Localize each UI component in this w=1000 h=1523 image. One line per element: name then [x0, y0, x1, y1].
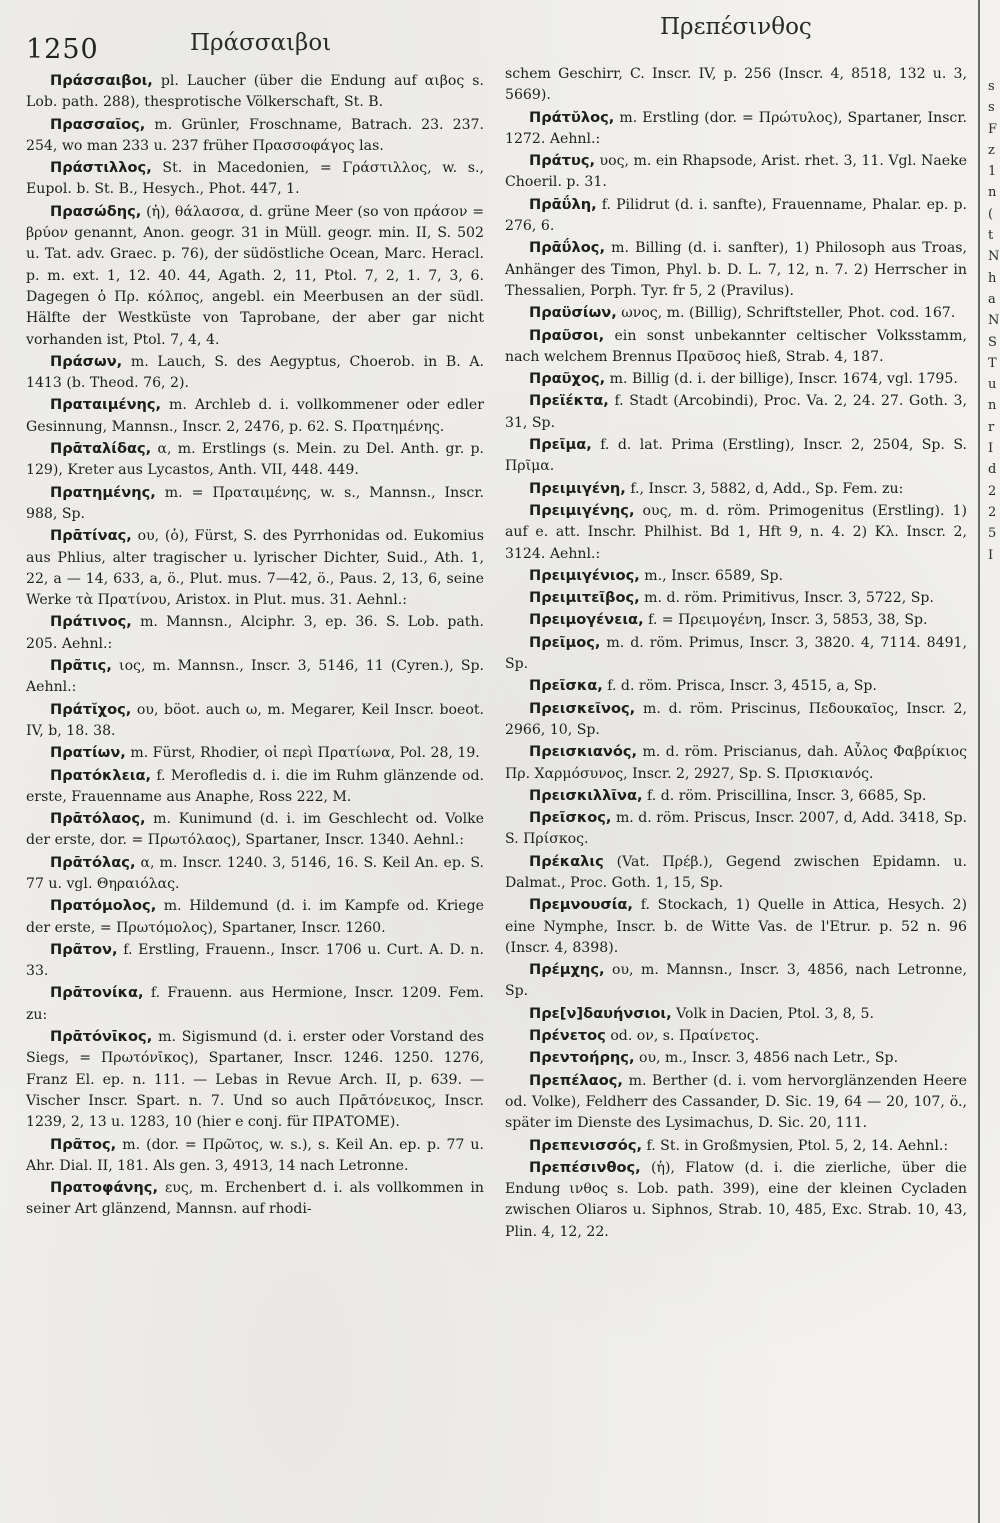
entry-headword: Πρᾶτις,: [50, 657, 112, 675]
dictionary-entry: [26, 1134, 484, 1178]
dictionary-entry: [505, 807, 967, 851]
dictionary-entry: [505, 894, 967, 959]
dictionary-entry: [505, 325, 967, 369]
entry-headword: Πρεϊέκτα,: [529, 392, 609, 410]
dictionary-entry: [505, 434, 967, 478]
entry-text: ιος, m. Mannsn., Inscr. 3, 5146, 11 (Cyren.), Sp. Aehnl.:: [26, 658, 484, 696]
facing-page-edge: [988, 76, 1000, 976]
running-head-right: Πρεπέσινθος: [660, 14, 812, 40]
dictionary-entry: [505, 632, 967, 676]
facing-page-fragment: z: [988, 142, 995, 158]
entry-headword: Πράτινος,: [50, 613, 132, 631]
facing-page-fragment: s: [988, 100, 995, 116]
dictionary-entry: [505, 194, 967, 238]
entry-headword: Πράσων,: [50, 352, 123, 370]
dictionary-entry: [505, 1135, 967, 1157]
facing-page-fragment: (: [988, 206, 994, 222]
entry-headword: Πρᾱΰλη,: [529, 195, 597, 213]
entry-text: f. d. röm. Priscillina, Inscr. 3, 6685, Sp.: [642, 787, 927, 804]
entry-text: ein sonst unbekannter celtischer Volksstamm, nach welchem Brennus Πραῦσος hieß, Strab. 4, 187.: [505, 327, 967, 365]
entry-text: m. d. röm. Priscus, Inscr. 2007, d, Add. 3418, Sp. S. Πρίσκος.: [505, 810, 967, 848]
facing-page-fragment: N: [988, 313, 1000, 329]
entry-headword: Πρεῖσκος,: [529, 809, 612, 827]
dictionary-entry: [26, 611, 484, 655]
dictionary-entry: [505, 785, 967, 807]
entry-text: ους, m. d. röm. Primogenitus (Erstling). 1) auf e. att. Inschr. Philhist. Bd 1, Hft 9, n. 4. 2) Κλ. Inscr. 2, 3124. Aehnl.:: [505, 502, 967, 562]
dictionary-entry: [505, 675, 967, 697]
entry-text: m., Inscr. 6589, Sp.: [639, 567, 783, 584]
entry-headword: Πραῦσοι,: [529, 326, 605, 344]
entry-text: m. d. röm. Primitivus, Inscr. 3, 5722, Sp.: [639, 590, 934, 607]
entry-headword: Πρεντοήρης,: [529, 1049, 635, 1067]
entry-text: ωνος, m. (Billig), Schriftsteller, Phot. cod. 167.: [616, 305, 956, 322]
entry-headword: Πρᾱτόνῑκος,: [50, 1028, 153, 1046]
dictionary-entry: [505, 368, 967, 390]
dictionary-entry: [26, 765, 484, 809]
entry-text: ου, böot. auch ω, m. Megarer, Keil Inscr. boeot. IV, b, 18. 38.: [26, 701, 484, 739]
dictionary-entry: [26, 852, 484, 896]
dictionary-entry: [505, 1070, 967, 1135]
dictionary-entry: [26, 699, 484, 743]
facing-page-fragment: s: [988, 79, 995, 94]
entry-headword: Πρειμιγένης,: [529, 501, 635, 519]
dictionary-entry: [26, 939, 484, 983]
entry-text: f. d. lat. Prima (Erstling), Inscr. 2, 2504, Sp. S. Πρῖμα.: [505, 437, 967, 475]
dictionary-entry: [26, 70, 484, 114]
running-head-left: Πράσσαιβοι: [190, 30, 332, 56]
dictionary-entry: [505, 500, 967, 565]
page-gutter-divider: [978, 0, 980, 1523]
entry-headword: Πρᾶτον,: [50, 940, 118, 958]
entry-text: od. ον, s. Πραίνετος.: [605, 1028, 760, 1045]
dictionary-entry: [505, 107, 967, 151]
entry-text: m. d. röm. Primus, Inscr. 3, 3820. 4, 7114. 8491, Sp.: [505, 634, 967, 673]
facing-page-fragment: I: [988, 547, 994, 563]
entry-text: f. Stadt (Arcobindi), Proc. Va. 2, 24. 27. Goth. 3, 31, Sp.: [505, 393, 967, 431]
dictionary-entry: [26, 525, 484, 611]
dictionary-entry: [505, 478, 967, 500]
dictionary-entry: [26, 808, 484, 852]
entry-text: ευς, m. Erchenbert d. i. als vollkommen in seiner Art glänzend, Mannsn. auf rhodi-: [26, 1180, 484, 1218]
entry-headword: Πρασώδης,: [50, 202, 142, 220]
entry-text: m. Hildemund (d. i. im Kampfe od. Kriege der erste, = Πρωτόμολος), Spartaner, Inscr. 1260.: [26, 898, 484, 936]
entry-text: m. d. röm. Priscianus, dah. Αὖλος Φαβρίκιος Πρ. Χαρμόσυνος, Inscr. 2, 2927, Sp. S. Πρισκιανός.: [505, 744, 967, 782]
entry-text: m. (dor. = Πρῶτος, w. s.), s. Keil An. ep. p. 77 u. Ahr. Dial. II, 181. Als gen. 3, 4913, 14 nach Letronne.: [26, 1136, 484, 1174]
entry-headword: Πρασσαῖος,: [50, 115, 146, 133]
dictionary-entry: [26, 114, 484, 158]
entry-text: f. St. in Großmysien, Ptol. 5, 2, 14. Aehnl.:: [642, 1137, 949, 1154]
entry-text: pl. Laucher (über die Endung auf αιβος s. Lob. path. 288), thesprotische Völkerschaft, St. B.: [26, 73, 484, 111]
entry-text: f. Stockach, 1) Quelle in Attica, Hesych. 2) eine Nymphe, Inscr. b. de Witte Vas. de l'Etrur. p. 52 n. 96 (Inscr. 4, 8398).: [505, 897, 967, 956]
entry-headword: Πρένετος: [529, 1027, 606, 1045]
entry-text: m. Kunimund (d. i. im Geschlecht od. Volke der erste, dor. = Πρωτόλαος), Spartaner, Inscr. 1340. Aehnl.:: [26, 811, 484, 849]
dictionary-entry: [505, 237, 967, 302]
entry-text: f., Inscr. 3, 5882, d, Add., Sp. Fem. zu:: [625, 480, 904, 497]
entry-headword: Πρεισκιανός,: [529, 743, 638, 761]
facing-page-fragment: F: [988, 121, 998, 137]
dictionary-entry: [26, 394, 484, 438]
entry-headword: Πρεῖσκα,: [529, 677, 603, 695]
right-column: [505, 64, 967, 1243]
page-number: 1250: [26, 34, 99, 65]
entry-headword: Πρατημένης,: [50, 483, 156, 501]
dictionary-entry: [505, 741, 967, 785]
entry-headword: Πρεπέλαος,: [529, 1071, 623, 1089]
entry-headword: Πρᾱτόλας,: [50, 853, 136, 871]
entry-headword: Πρεμνουσία,: [529, 896, 633, 914]
facing-page-fragment: t: [988, 228, 994, 244]
dictionary-entry: [505, 302, 967, 324]
facing-page-fragment: I: [988, 441, 994, 457]
dictionary-entry: [505, 959, 967, 1003]
facing-page-fragment: 2: [988, 504, 997, 520]
entry-headword: Πρᾶτος,: [50, 1135, 117, 1153]
dictionary-entry: [505, 587, 967, 609]
facing-page-fragment: N: [988, 249, 1000, 265]
dictionary-entry: [505, 565, 967, 587]
facing-page-fragment: r: [988, 419, 995, 435]
entry-headword: Πρατοφάνης,: [50, 1179, 158, 1197]
entry-headword: Πρειμιγένη,: [529, 479, 626, 497]
facing-page-fragment: 1: [988, 164, 997, 180]
facing-page-fragment: d: [988, 462, 997, 478]
dictionary-entry: [26, 482, 484, 526]
entry-text: m. Lauch, S. des Aegyptus, Choerob. in B. A. 1413 (b. Theod. 76, 2).: [26, 353, 484, 392]
entry-text: ου, (ὁ), Fürst, S. des Pyrrhonidas od. Eukomius aus Phlius, alter tragischer u. lyrischer Dichter, Suid., Ath. 1, 22, a — 14, 633, a, ö., Plut. mus. 7—42, ö., Paus. 2, 13, 6, seine Werke τὰ Πρατίνου, Aristox. in Plut. mus. 31. Aehnl.:: [26, 528, 484, 609]
entry-headword: Πρεπέσινθος,: [529, 1158, 641, 1176]
facing-page-fragment: n: [988, 185, 997, 201]
entry-headword: Πραϋσίων,: [529, 304, 617, 322]
dictionary-entry: [505, 1157, 967, 1243]
entry-text: m. Grünler, Froschname, Batrach. 23. 237. 254, wo man 233 u. 237 früher Πρασσοφάγος las.: [26, 116, 484, 154]
entry-headword: Πρᾱΰλος,: [529, 239, 605, 257]
dictionary-entry: [26, 201, 484, 351]
entry-text: (Vat. Πρέβ.), Gegend zwischen Epidamn. u. Dalmat., Proc. Goth. 1, 15, Sp.: [505, 853, 967, 891]
entry-headword: Πρειμιγένιος,: [529, 566, 640, 584]
entry-headword: Πρέμχης,: [529, 961, 605, 979]
entry-text: ου, m. Mannsn., Inscr. 3, 4856, nach Letronne, Sp.: [505, 962, 967, 1000]
left-column: [26, 70, 484, 1221]
dictionary-entry: [505, 1003, 967, 1025]
facing-page-fragment: u: [988, 377, 997, 393]
dictionary-entry: [26, 1177, 484, 1221]
facing-page-fragment: 5: [988, 526, 997, 542]
entry-text: f. Erstling, Frauenn., Inscr. 1706 u. Curt. A. D. n. 33.: [26, 941, 484, 980]
entry-headword: Πρέκαλις: [529, 852, 604, 870]
dictionary-entry: [505, 1047, 967, 1069]
entry-headword: Πρειμιτεῖβος,: [529, 589, 640, 607]
entry-text: schem Geschirr, C. Inscr. IV, p. 256 (Inscr. 4, 8518, 132 u. 3, 5669).: [505, 66, 967, 104]
entry-headword: Πρεπενισσός,: [529, 1136, 643, 1154]
entry-headword: Πράσσαιβοι,: [50, 72, 153, 89]
entry-text: f. Pilidrut (d. i. sanfte), Frauenname, Phalar. ep. p. 276, 6.: [505, 196, 967, 235]
entry-headword: Πράτῐχος,: [50, 700, 132, 718]
dictionary-entry: [26, 742, 484, 764]
entry-headword: Πρεῖμα,: [529, 436, 592, 454]
entry-text: m. Sigismund (d. i. erster oder Vorstand des Siegs, = Πρωτόνῑκος), Spartaner, Inscr. 1246. 1250. 1276, Franz El. ep. n. 111. — Lebas in Revue Arch. II, p. 639. — Vischer Inscr. Spart. n. 7. Und so auch Πρᾱτόνεικος, Inscr. 1239, 2, 13 u. 1283, 10 (hier e conj. für ΠΡΑΤΟΜΕ).: [26, 1029, 484, 1131]
entry-headword: Πρατόμολος,: [50, 897, 157, 915]
entry-headword: Πρᾱτίνας,: [50, 527, 132, 545]
facing-page-fragment: h: [988, 270, 997, 286]
dictionary-entry: [505, 609, 967, 631]
dictionary-entry: [26, 438, 484, 482]
entry-text: m. d. röm. Priscinus, Πεδουκαῖος, Inscr. 2, 2966, 10, Sp.: [505, 700, 967, 738]
dictionary-entry: [26, 157, 484, 201]
entry-text: St. in Macedonien, = Γράστιλλος, w. s., Eupol. b. St. B., Hesych., Phot. 447, 1.: [26, 160, 484, 198]
dictionary-entry: [505, 698, 967, 742]
dictionary-entry: [26, 982, 484, 1026]
entry-headword: Πράστιλλος,: [50, 159, 152, 177]
entry-text: α, m. Inscr. 1240. 3, 5146, 16. S. Keil An. ep. S. 77 u. vgl. Θηραιόλας.: [26, 854, 484, 892]
entry-text: (ἡ), θάλασσα, d. grüne Meer (so von πράσον = βρύον genannt, Anon. geogr. 31 in Müll. geogr. min. II, S. 502 u. Tat. adv. Graec. p. 76), der südöstliche Ocean, Marc. Heracl. p. m. ext. 1, 12. 40. 44, Agath. 2, 11, Ptol. 7, 2, 1. 7, 3, 6. Dagegen ὁ Πρ. κόλπος, angebl. ein Meerbusen an der südl. Hälfte der Westküste von Taprobane, der aber gar nicht vorhanden ist, Ptol. 7, 4, 4.: [26, 203, 484, 348]
entry-text: α, m. Erstlings (s. Mein. zu Del. Anth. gr. p. 129), Kreter aus Lycastos, Anth. VII, 448. 449.: [26, 441, 484, 479]
entry-headword: Πρειμογένεια,: [529, 611, 644, 629]
entry-text: (ἡ), Flatow (d. i. die zierliche, über die Endung ινθος s. Lob. path. 399), eine der kleinen Cycladen zwischen Oliaros u. Siphnos, Strab. 10, 485, Exc. Strab. 10, 43, Plin. 4, 12, 22.: [505, 1159, 967, 1240]
facing-page-fragment: n: [988, 398, 997, 414]
entry-headword: Πρε[ν]δαυήνσιοι,: [529, 1004, 672, 1022]
entry-headword: Πράτυς,: [529, 152, 596, 170]
facing-page-fragment: a: [988, 291, 996, 307]
entry-text: f. Frauenn. aus Hermione, Inscr. 1209. Fem. zu:: [26, 985, 484, 1023]
dictionary-entry: [26, 1026, 484, 1133]
facing-page-fragment: 2: [988, 483, 997, 499]
entry-text: m. Mannsn., Alciphr. 3, ep. 36. S. Lob. path. 205. Aehnl.:: [26, 614, 484, 652]
entry-headword: Πρατόκλεια,: [50, 766, 152, 784]
dictionary-entry: [505, 390, 967, 434]
entry-text: m. Fürst, Rhodier, οἱ περὶ Πρατίωνα, Pol. 28, 19.: [125, 745, 480, 762]
entry-headword: Πρατίων,: [50, 744, 126, 762]
dictionary-entry: [505, 150, 967, 194]
entry-headword: Πρεῖμος,: [529, 633, 601, 651]
entry-text: Volk in Dacien, Ptol. 3, 8, 5.: [671, 1005, 874, 1022]
entry-text: υος, m. ein Rhapsode, Arist. rhet. 3, 11. Vgl. Naeke Choeril. p. 31.: [505, 153, 967, 191]
entry-text: f. d. röm. Prisca, Inscr. 3, 4515, a, Sp.: [602, 678, 877, 695]
entry-text: m. Billing (d. i. sanfter), 1) Philosoph aus Troas, Anhänger des Timon, Phyl. b. D. L. 7, 12, n. 7. 2) Herrscher in Thessalien, Porph. Tyr. fr 5, 2 (Pravilus).: [505, 240, 967, 299]
entry-headword: Πραῦχος,: [529, 370, 606, 388]
entry-headword: Πρᾱτονίκα,: [50, 984, 144, 1002]
entry-headword: Πρᾱταλίδας,: [50, 440, 152, 458]
facing-page-fragment: T: [988, 355, 997, 371]
dictionary-entry: [26, 895, 484, 939]
entry-text: m. = Πραταιμένης, w. s., Mannsn., Inscr. 988, Sp.: [26, 484, 484, 522]
entry-text: f. Merofledis d. i. die im Ruhm glänzende od. erste, Frauenname aus Anaphe, Ross 222, M.: [26, 767, 484, 805]
entry-text: ου, m., Inscr. 3, 4856 nach Letr., Sp.: [634, 1050, 899, 1067]
entry-text: m. Erstling (dor. = Πρώτυλος), Spartaner, Inscr. 1272. Aehnl.:: [505, 109, 967, 147]
dictionary-entry: [505, 1025, 967, 1047]
entry-headword: Πρᾱτόλαος,: [50, 810, 146, 828]
entry-headword: Πρεισκεῖνος,: [529, 699, 636, 717]
entry-headword: Πρεισκιλλῖνα,: [529, 786, 643, 804]
dictionary-entry: [26, 655, 484, 699]
entry-text: m. Berther (d. i. vom hervorglänzenden Heere od. Volke), Feldherr des Cassander, D. Sic. 19, 64 — 20, 107, ö., später im Dienste des Lysimachus, D. Sic. 20, 111.: [505, 1072, 967, 1132]
entry-text: m. Billig (d. i. der billige), Inscr. 1674, vgl. 1795.: [605, 371, 958, 388]
dictionary-entry: [505, 851, 967, 895]
entry-text: f. = Πρειμογένη, Inscr. 3, 5853, 38, Sp.: [643, 612, 928, 629]
dictionary-entry: [505, 64, 967, 107]
entry-text: m. Archleb d. i. vollkommener oder edler Gesinnung, Mannsn., Inscr. 2, 2476, p. 62. S. Πρατημένης.: [26, 397, 484, 435]
entry-headword: Πραταιμένης,: [50, 396, 162, 414]
dictionary-entry: [26, 351, 484, 395]
entry-headword: Πράτῠλος,: [529, 108, 615, 126]
facing-page-fragment: S: [988, 334, 997, 350]
